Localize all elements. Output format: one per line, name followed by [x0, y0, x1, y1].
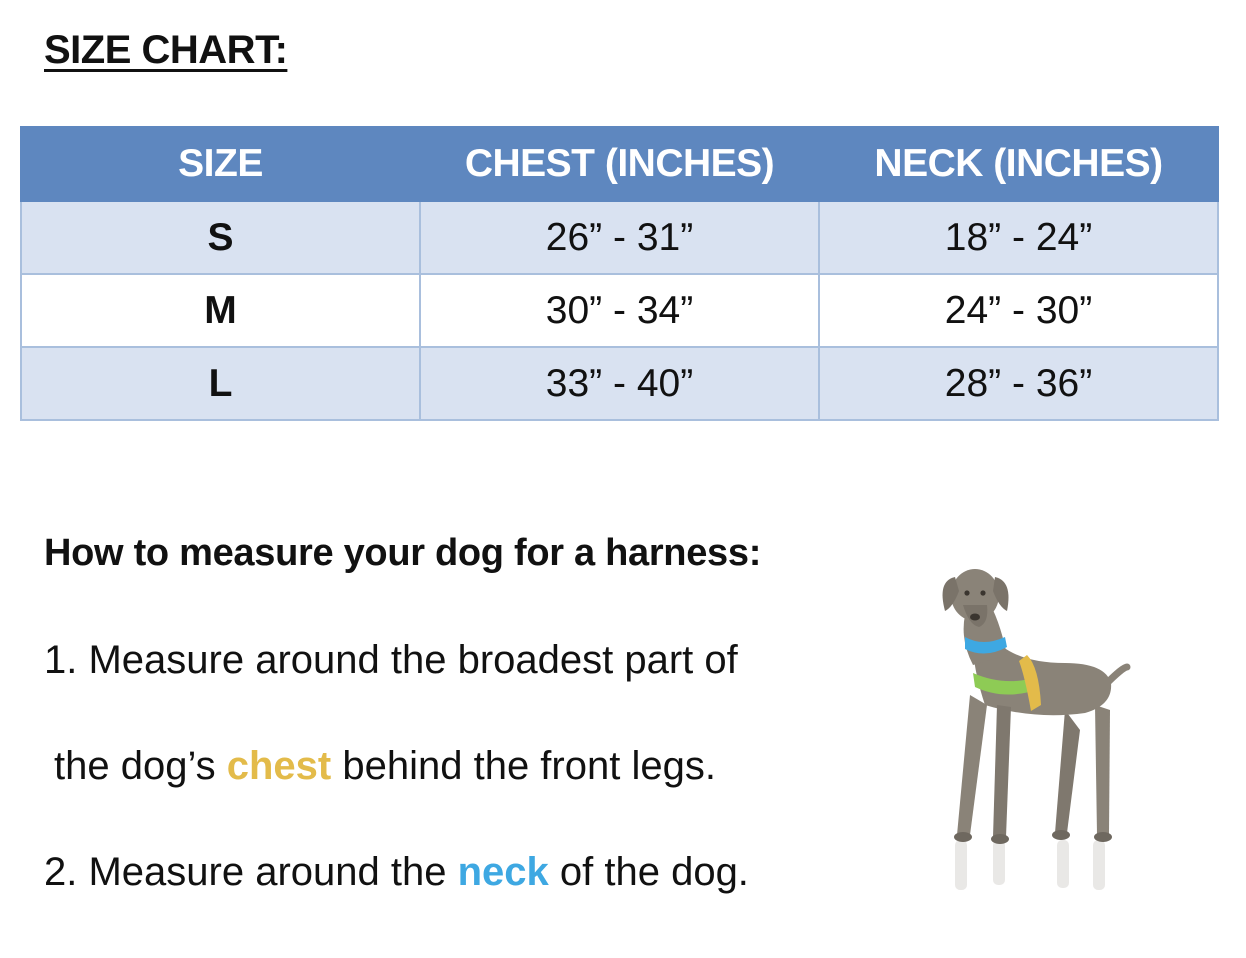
step-2-text-after: of the dog. [548, 850, 749, 894]
step-1-text-before: the dog’s [54, 744, 227, 788]
neck-highlight: neck [457, 850, 549, 894]
step-1-line-1: 1. Measure around the broadest part of [44, 638, 738, 682]
chest-cell: 30” - 34” [420, 274, 819, 347]
chest-highlight: chest [226, 744, 332, 788]
size-cell: M [21, 274, 420, 347]
header-size: SIZE [21, 127, 420, 201]
chest-cell: 26” - 31” [420, 201, 819, 274]
header-chest: CHEST (INCHES) [420, 127, 819, 201]
how-to-measure-heading: How to measure your dog for a harness: [44, 532, 762, 574]
size-chart-table [20, 126, 1219, 421]
page-title: SIZE CHART: [44, 28, 288, 72]
header-neck: NECK (INCHES) [819, 127, 1218, 201]
step-1-text-after: behind the front legs. [331, 744, 716, 788]
neck-cell: 24” - 30” [819, 274, 1218, 347]
table-row [21, 201, 1218, 274]
table-header-row [21, 127, 1218, 201]
step-2-text-before: 2. Measure around the [44, 850, 458, 894]
size-cell: L [21, 347, 420, 420]
neck-cell: 18” - 24” [819, 201, 1218, 274]
dog-reflection [955, 840, 1105, 890]
table-row [21, 274, 1218, 347]
size-cell: S [21, 201, 420, 274]
chest-cell: 33” - 40” [420, 347, 819, 420]
step-1-line-2 [54, 742, 716, 790]
dog-harness-image [915, 555, 1155, 900]
step-2 [44, 848, 749, 896]
neck-cell: 28” - 36” [819, 347, 1218, 420]
table-row [21, 347, 1218, 420]
